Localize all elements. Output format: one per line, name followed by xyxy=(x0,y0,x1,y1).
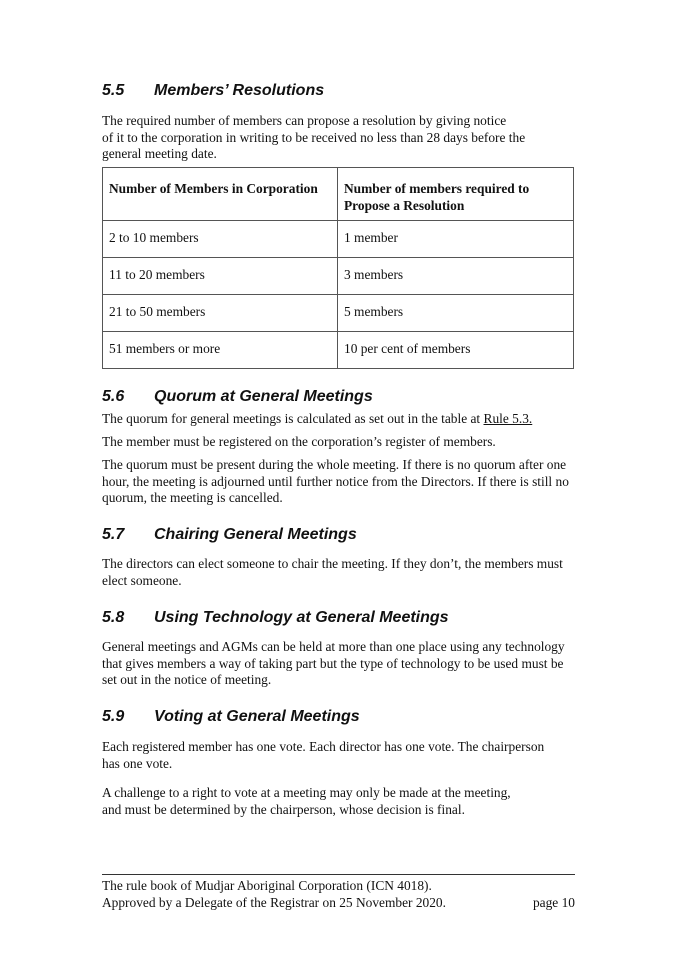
section-number: 5.6 xyxy=(102,388,125,405)
table-row xyxy=(103,221,574,258)
text-line: Each registered member has one vote. Each director has one vote. The chairperson xyxy=(102,739,545,754)
text-line: of it to the corporation in writing to be received no less than 28 days before the xyxy=(102,129,526,145)
page-number: page 10 xyxy=(532,895,575,910)
section-5-6-paragraph-2: The member must be registered on the corporation’s register of members. xyxy=(102,434,496,449)
text-line: has one vote. xyxy=(102,755,173,771)
text-line: and must be determined by the chairperson, whose decision is final. xyxy=(102,801,465,817)
table-row xyxy=(103,258,574,295)
section-title: Voting at General Meetings xyxy=(154,708,360,725)
resolution-requirements-table xyxy=(102,167,574,369)
table-cell: 11 to 20 members xyxy=(103,258,338,295)
section-5-7-heading xyxy=(102,525,357,545)
section-5-9-paragraph-1 xyxy=(102,739,577,772)
table-header-row xyxy=(103,168,574,221)
table-cell: 3 members xyxy=(338,258,574,295)
table-cell: 5 members xyxy=(338,295,574,332)
column-header: Number of Members in Corporation xyxy=(103,168,338,221)
text-line: A challenge to a right to vote at a meeting may only be made at the meeting, xyxy=(102,785,511,800)
section-5-7-paragraph: The directors can elect someone to chair the meeting. If they don’t, the members must elect someone. xyxy=(102,556,563,588)
rule-reference-link[interactable]: Rule 5.3. xyxy=(483,411,533,426)
section-title: Quorum at General Meetings xyxy=(154,388,373,405)
table-row xyxy=(103,332,574,369)
table-row xyxy=(103,295,574,332)
section-5-5-heading xyxy=(102,81,324,101)
footer-divider xyxy=(102,874,575,875)
table-cell: 51 members or more xyxy=(103,332,338,369)
section-5-8-paragraph: General meetings and AGMs can be held at more than one place using any technology that gives members a way of taking part but the type of technology to be used must be set out in the notice of meeting. xyxy=(102,639,565,687)
table-cell: 1 member xyxy=(338,221,574,258)
section-5-9-paragraph-2 xyxy=(102,785,577,818)
footer-line-2 xyxy=(102,894,575,911)
table-cell: 10 per cent of members xyxy=(338,332,574,369)
table-cell: 21 to 50 members xyxy=(103,295,338,332)
section-number: 5.7 xyxy=(102,526,125,543)
section-5-6-paragraph-3: The quorum must be present during the whole meeting. If there is no quorum after one hour, the meeting is adjourned until further notice from the Directors. If there is still no quorum, the meeting is cancelled. xyxy=(102,457,569,505)
section-number: 5.5 xyxy=(102,82,125,99)
column-header: Number of members required to Propose a Resolution xyxy=(338,168,574,221)
text-line: The required number of members can propose a resolution by giving notice xyxy=(102,113,507,128)
section-number: 5.9 xyxy=(102,708,125,725)
footer-approval-text: Approved by a Delegate of the Registrar on 25 November 2020. xyxy=(102,895,446,910)
section-number: 5.8 xyxy=(102,609,125,626)
section-5-8-heading xyxy=(102,608,449,628)
text-line: general meeting date. xyxy=(102,146,217,161)
section-5-6-paragraph-1 xyxy=(102,411,577,428)
section-5-9-heading xyxy=(102,707,360,727)
section-5-6-heading xyxy=(102,387,373,407)
section-title: Members’ Resolutions xyxy=(154,82,325,99)
section-title: Using Technology at General Meetings xyxy=(154,609,449,626)
paragraph-text: The quorum for general meetings is calculated as set out in the table at xyxy=(102,411,484,426)
footer-line-1: The rule book of Mudjar Aboriginal Corporation (ICN 4018). xyxy=(102,878,432,893)
section-title: Chairing General Meetings xyxy=(154,526,357,543)
section-5-5-paragraph xyxy=(102,113,577,163)
table-cell: 2 to 10 members xyxy=(103,221,338,258)
